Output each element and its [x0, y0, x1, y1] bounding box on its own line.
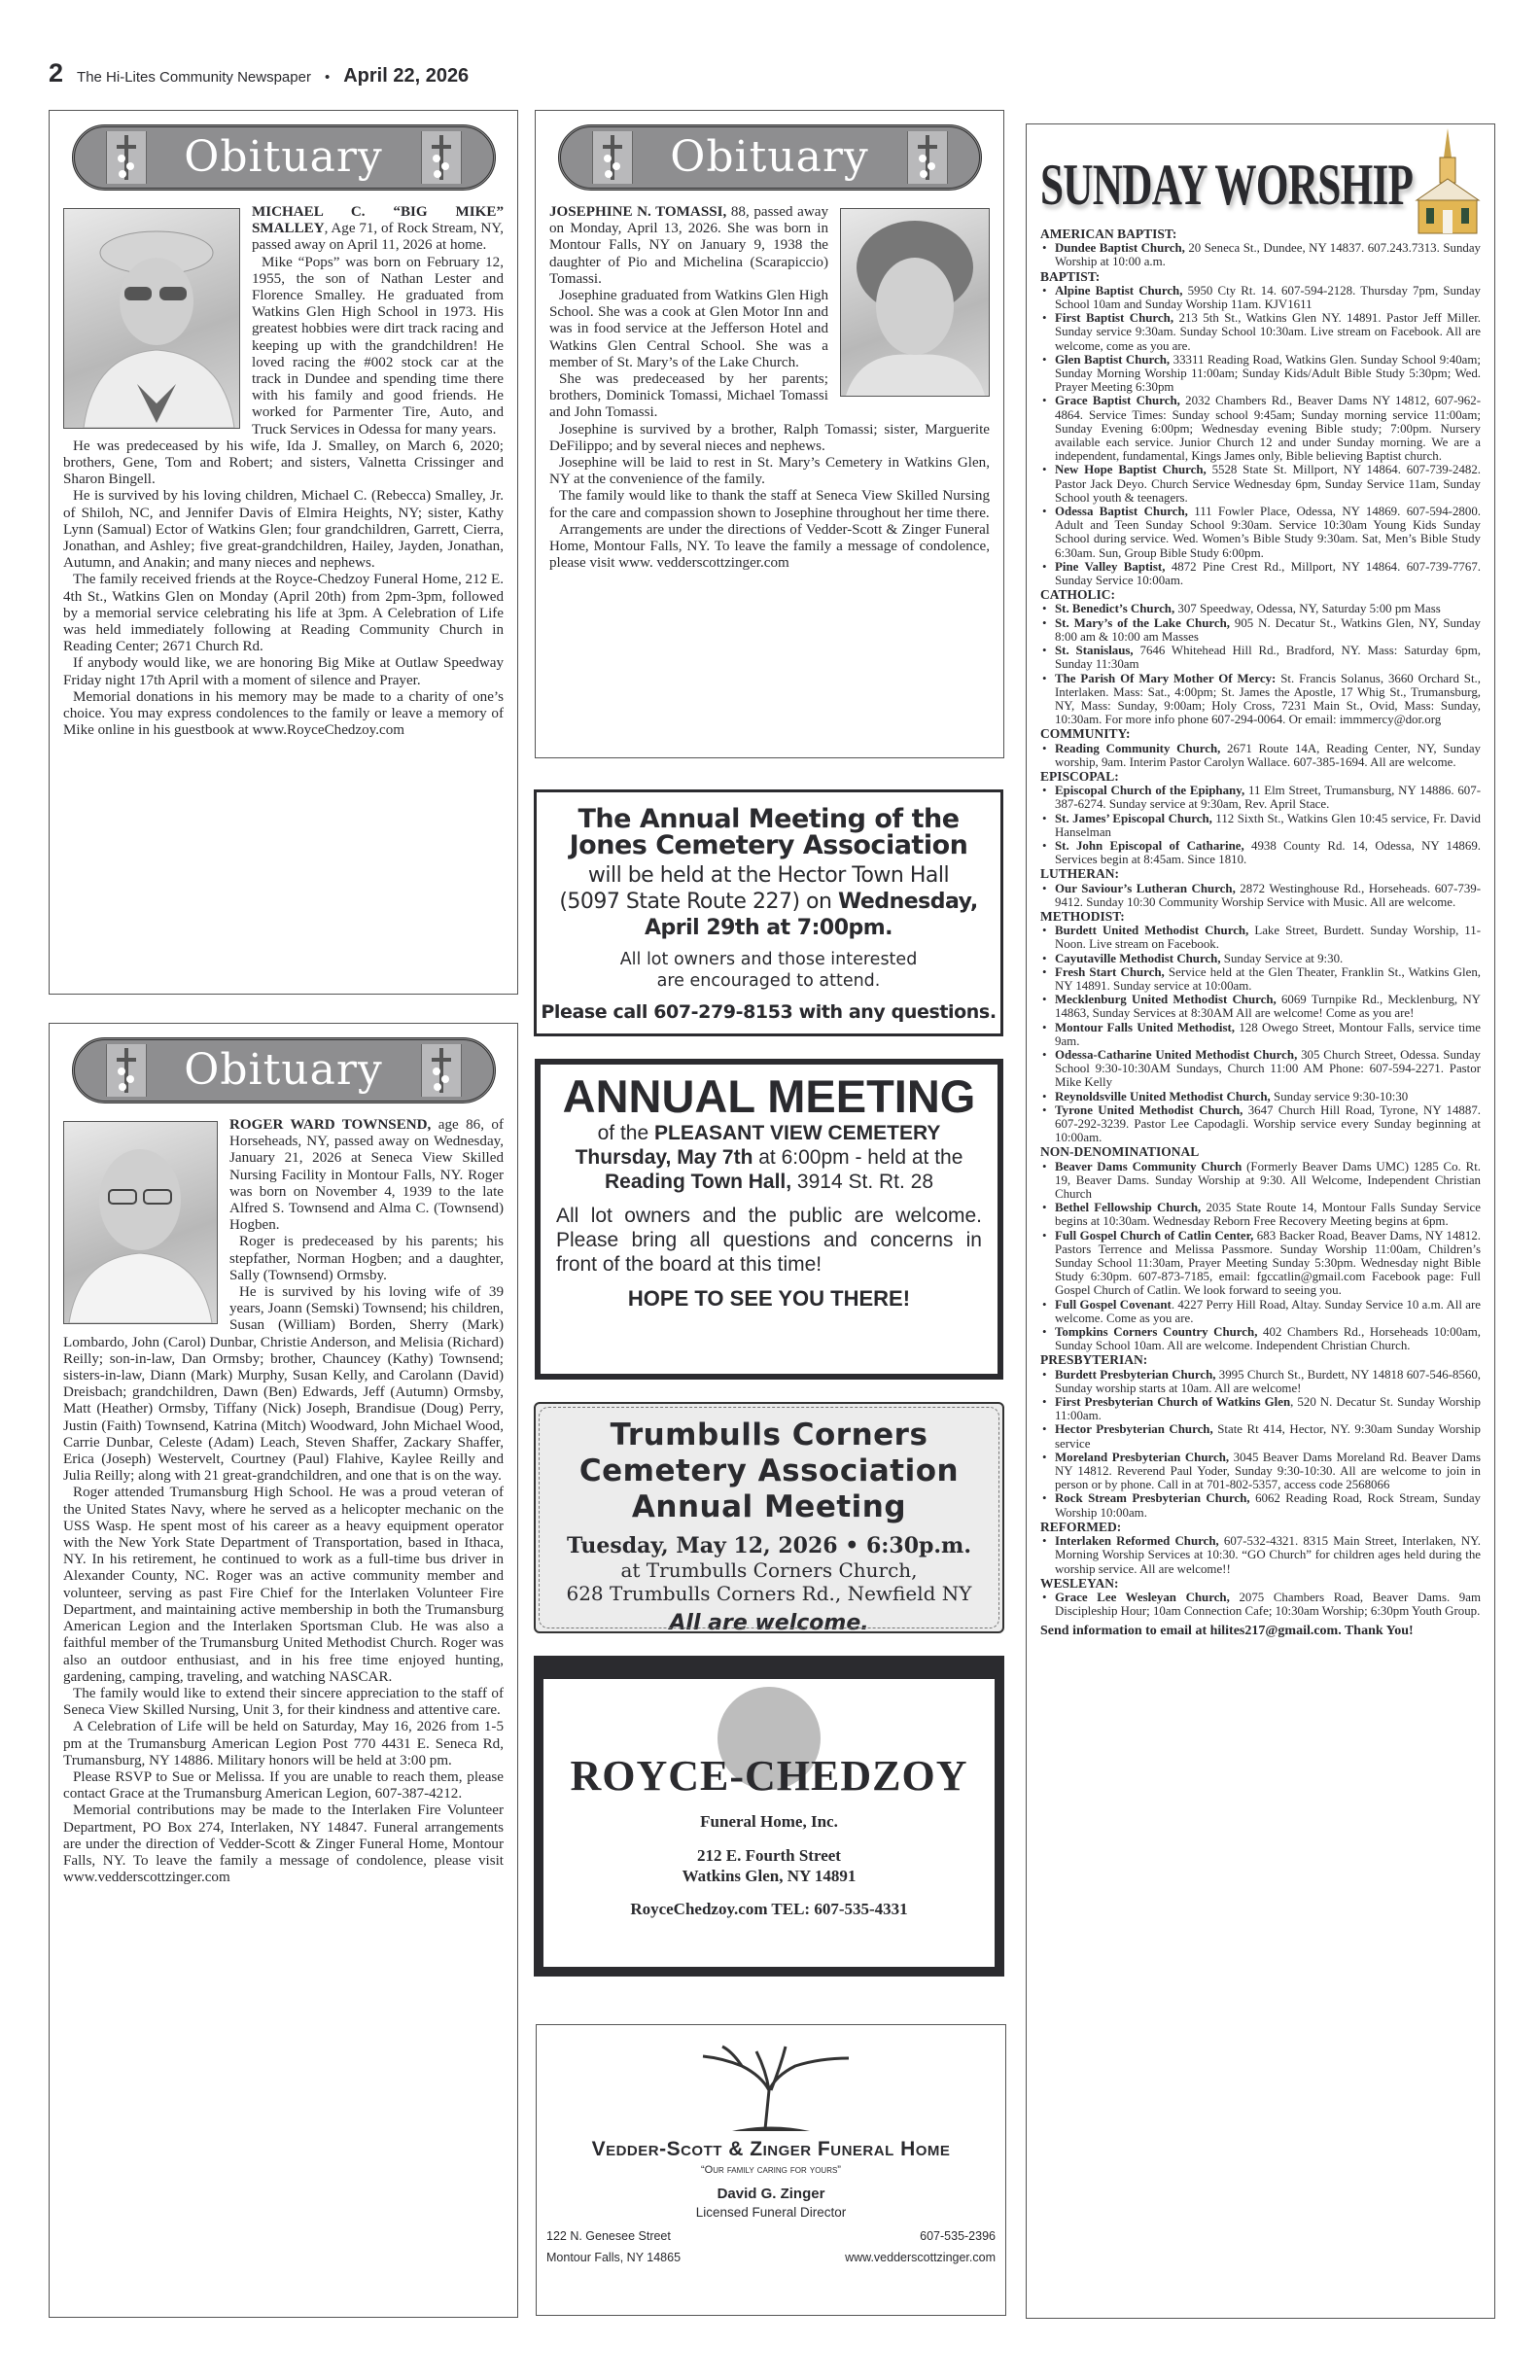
church-details: 305 Church Street, Odessa. Sunday School 9:30-10:30AM Sundays, Church 11:00 AM Phone: 607-594-2271. Pastor Mike Kelly: [1055, 1047, 1481, 1090]
obituary-paragraph: He is survived by his loving wife of 39 years, Joann (Semski) Townsend; his children, Susan (William) Borden, Sherry (Mark) Lombardo, John (Carol) Dunbar, Christie Anderson, and Melisia (Richard) Reilly; son-in-law, Dan Ormsby; brother, Chauncey (Kathy) Townsend; sisters-in-law, Diann (Mark) Murphy, Susan Kelly, and Carolann (David) Dreisbach; grandchildren, Dawn (Ben) Edwards, Jeff (Autumn) Ormsby, Matt (Heather) Ormsby, Tiffany (Nick) Joseph, Brandisue (Doug) Perry, Justin (Faith) Townsend, Katrina (Mitch) Woodward, John Michael Wood, Carrie Dunbar, Celeste (Adam) Leach, Steven Shaffer, Zackary Shaffer, Erica (Joseph) Westervelt, Courtney (Paul) Flahive, Kaylee Reilly and Julia Reilly; along with 21 great-grandchildren, and one that is on the way.: [63, 1284, 504, 1485]
church-name: Burdett United Methodist Church,: [1055, 924, 1249, 938]
church-listing: [1040, 463, 1481, 505]
obituary-paragraph: Roger attended Trumansburg High School. He was a proud veteran of the United States Navy, where he served as a helicopter mechanic on the USS Wasp. He spent most of his career as a heavy equipment operator with the New York State Department of Transportation, based in Ithaca, NY. In his retirement, he continued to work as a full-time bus driver in Alexander County, NC. Roger was an active community member and volunteer, serving as past Fire Chief for the Interlaken Volunteer Fire Department, and maintaining active membership in both the Trumansburg American Legion and the Interlaken Sportsman Club. He was also a faithful member of the Trumansburg United Methodist Church. Roger was also an outdoor enthusiast, and in his free time enjoyed hunting, gardening, camping, traveling, and watching NASCAR.: [63, 1485, 504, 1685]
church-name: Tompkins Corners Country Church,: [1055, 1325, 1258, 1340]
obituary-paragraph: Memorial donations in his memory may be made to a charity of one’s choice. You may express condolences to the family or leave a memory of Mike online in his guestbook at www.RoyceChedzoy.com: [63, 688, 504, 739]
worship-category: COMMUNITY:: [1040, 726, 1131, 742]
deceased-name: JOSEPHINE N. TOMASSI,: [549, 204, 727, 220]
church-name: Dundee Baptist Church,: [1055, 241, 1185, 256]
church-name: First Presbyterian Church of Watkins Glen: [1055, 1395, 1291, 1410]
church-listing: [1040, 1298, 1481, 1325]
obituary-paragraph: The family would like to thank the staff at Seneca View Skilled Nursing for the care and compassion shown to Josephine throughout her time there.: [549, 488, 990, 521]
obituary-paragraph: Roger is predeceased by his parents; his stepfather, Norman Hogben; and a daughter, Sally (Townsend) Ormsby.: [229, 1234, 504, 1283]
church-name: The Parish Of Mary Mother Of Mercy:: [1055, 671, 1277, 685]
church-listing: [1040, 1534, 1481, 1576]
obituary-lead: JOSEPHINE N. TOMASSI, 88, passed away on Monday, April 13, 2026. She was born in Montour Falls, NY on January 9, 1938 the daughter of Pio and Michelina (Scarapiccio) Tomassi.: [549, 204, 828, 287]
deceased-name: ROGER WARD TOWNSEND,: [229, 1117, 432, 1133]
church-listing: [1040, 1229, 1481, 1298]
church-listing: [1040, 1048, 1481, 1090]
church-details: Service held at the Glen Theater, Franklin St., Watkins Glen, NY 14891. Sunday service at 10:00am.: [1055, 964, 1481, 993]
worship-category: EPISCOPAL:: [1040, 768, 1119, 784]
church-listing: [1040, 1368, 1481, 1395]
church-name: Beaver Dams Community Church: [1055, 1159, 1242, 1173]
ad-vedder-scott-zinger: Vedder-Scott & Zinger Funeral Home “Our family caring for yours” David G. Zinger Licensed Funeral Director 122 N. Genesee Street Montour Falls, NY 14865 607-535-2396 www.vedderscottzinger.com: [536, 2024, 1006, 2316]
church-name: Reading Community Church,: [1055, 741, 1221, 755]
church-name: Bethel Fellowship Church,: [1055, 1201, 1202, 1215]
church-name: Pine Valley Baptist,: [1055, 559, 1166, 574]
obituary-paragraph: A Celebration of Life will be held on Saturday, May 16, 2026 from 1-5 pm at the Trumansburg American Legion Post 770 4431 E. Seneca Rd, Trumansburg, NY 14886. Military honors will be held at 3:00 pm.: [63, 1719, 504, 1768]
worship-category: REFORMED:: [1040, 1519, 1122, 1534]
church-details: State Rt 414, Hector, NY. 9:30am Sunday Worship service: [1055, 1422, 1481, 1451]
obituary-banner: [72, 1037, 496, 1103]
worship-category: PRESBYTERIAN:: [1040, 1352, 1148, 1368]
church-listing: [1040, 1160, 1481, 1202]
cross-lily-icon: [592, 131, 633, 184]
church-details: 2671 Route 14A, Reading Center, NY, Sunday worship, 9am. Interim Pastor Carolyn Wallace. 607-385-1694. All are welcome.: [1055, 741, 1481, 769]
church-listing: [1040, 1325, 1481, 1352]
church-listing: [1040, 1090, 1481, 1103]
church-details: 20 Seneca St., Dundee, NY 14837. 607.243.7313. Sunday Worship at 10:00 a.m.: [1055, 241, 1481, 269]
worship-category: METHODIST:: [1040, 908, 1125, 924]
church-name: Cayutaville Methodist Church,: [1055, 951, 1221, 965]
ad-contact-phone: Please call 607-279-8153 with any questions.: [541, 1001, 997, 1023]
church-details: 5950 Cty Rt. 14. 607-594-2128. Thursday 7pm, Sunday School 10am and Sunday Worship 11am. KJV1611: [1055, 283, 1481, 312]
obituary-title: Obituary: [670, 132, 869, 182]
church-details: 905 N. Decatur St., Watkins Glen, NY, Sunday 8:00 am & 10:00 am Masses: [1055, 615, 1481, 644]
ad-royce-chedzoy: ROYCE-CHEDZOY Funeral Home, Inc. 212 E. Fourth Street Watkins Glen, NY 14891 RoyceChedzoy.com TEL: 607-535-4331: [534, 1656, 1004, 1977]
obituary-paragraph: Mike “Pops” was born on February 12, 1955, the son of Nathan Lester and Florence Smalley. He graduated from Watkins Glen High School in 1973. His greatest hobbies were dirt track racing and keeping up with the grandchildren! He loved racing the #002 stock car at the track in Dundee and spending time there with his family and good friends. He worked for Parmenter Tire, Auto, and Truck Services in Odessa for many years.: [252, 254, 504, 438]
church-listing: [1040, 882, 1481, 909]
obituary-banner: [558, 124, 982, 191]
obituary-paragraph: Arrangements are under the directions of Vedder-Scott & Zinger Funeral Home, Montour Falls, NY. To leave the family a message of condolence, please visit www. vedderscottzinger.com: [549, 521, 990, 572]
church-details: 33311 Reading Road, Watkins Glen. Sunday School 9:40am; Sunday Morning Worship 11:00am; Sunday Kids/Adult Bible Study 5:30pm; Wed. Prayer Meeting 6:30pm: [1055, 352, 1482, 395]
church-details: 402 Chambers Rd., Horseheads 10:00am, Sunday School 10am. All are welcome. Independent Christian Church.: [1055, 1325, 1481, 1353]
issue-date: April 22, 2026: [343, 65, 470, 87]
business-name: ROYCE-CHEDZOY: [570, 1752, 968, 1800]
obituary-paragraph: Memorial contributions may be made to the Interlaken Fire Volunteer Department, PO Box 274, Interlaken, NY 14847. Funeral arrangements are under the direction of Vedder-Scott & Zinger Funeral Home, Montour Falls, NY. To leave the family a message of condolence, please visit www.vedderscottzinger.com: [63, 1802, 504, 1886]
obituary-photo-smalley: [63, 208, 240, 429]
church-details: 128 Owego Street, Montour Falls, service time 9am.: [1055, 1020, 1481, 1048]
church-details: 2035 State Route 14, Montour Falls Sunday Service begins at 10:30am. Wednesday Reborn Free Recovery Meeting begins at 6pm.: [1055, 1201, 1481, 1229]
church-name: Odessa-Catharine United Methodist Church,: [1055, 1047, 1298, 1062]
obituary-paragraph: Josephine is survived by a brother, Ralph Tomassi; sister, Marguerite DeFilippo; and by several nieces and nephews.: [549, 421, 990, 454]
church-details: 2075 Chambers Road, Beaver Dams. 9am Discipleship Hour; 10am Connection Cafe; 10:30am Worship; 6:30pm Youth Group.: [1055, 1590, 1481, 1619]
church-listing: [1040, 1103, 1481, 1145]
church-listing: [1040, 672, 1481, 727]
church-name: Episcopal Church of the Epiphany,: [1055, 784, 1245, 798]
church-details: 4938 County Rd. 14, Odessa, NY 14869. Services begin at 8:45am. Since 1810.: [1055, 838, 1481, 867]
church-name: Mecklenburg United Methodist Church,: [1055, 993, 1277, 1007]
obituary-paragraph: If anybody would like, we are honoring Big Mike at Outlaw Speedway Friday night 17th April with a moment of silence and Prayer.: [63, 655, 504, 688]
church-listing: [1040, 241, 1481, 268]
obituary-paragraph: She was predeceased by her parents; brothers, Dominick Tomassi, Michael Tomassi and John Tomassi.: [549, 371, 828, 421]
ad-headline: Trumbulls Corners: [610, 1418, 928, 1452]
church-details: , 520 N. Decatur St. Sunday Worship 11:00am.: [1055, 1395, 1481, 1423]
obituary-photo-townsend: [63, 1121, 218, 1324]
contact-info: RoyceChedzoy.com TEL: 607-535-4331: [630, 1900, 908, 1918]
worship-category: NON-DENOMINATIONAL: [1040, 1144, 1200, 1160]
church-listing: [1040, 505, 1481, 560]
church-name: Fresh Start Church,: [1055, 964, 1165, 979]
church-listing: [1040, 952, 1481, 965]
worship-listings: [1040, 228, 1481, 1618]
church-name: Tyrone United Methodist Church,: [1055, 1102, 1243, 1117]
church-listing: [1040, 560, 1481, 587]
obituary-townsend: [49, 1023, 518, 2318]
obituary-paragraph: He was predeceased by his wife, Ida J. Smalley, on March 6, 2020; brothers, Gene, Tom and Robert; and sisters, Valnetta Crissinger and Sharon Bingell.: [63, 438, 504, 488]
church-listing: [1040, 1395, 1481, 1422]
church-listing: [1040, 742, 1481, 769]
church-listing: [1040, 1591, 1481, 1618]
church-listing: [1040, 353, 1481, 395]
church-name: First Baptist Church,: [1055, 311, 1174, 326]
church-details: 111 Fowler Place, Odessa, NY 14869. 607-594-2800. Adult and Teen Sunday School 9:30am. Service 10:30am Young Kids Sunday School during service. Wed. Women’s Bible Study 9:30am. Sat, Men’s Bible Study 6:30am. Sun, Group Bible Study 6:00pm.: [1055, 505, 1481, 560]
church-name: St. John Episcopal of Catharine,: [1055, 838, 1244, 853]
obituary-title: Obituary: [184, 1045, 383, 1095]
newspaper-name: The Hi-Lites Community Newspaper: [77, 69, 311, 86]
church-details: 607-532-4321. 8315 Main Street, Interlaken, NY. Morning Worship Services at 10:30. “GO Church” for children ages held during the worship service. All are welcome!!: [1055, 1534, 1481, 1576]
church-steeple-icon: [1409, 128, 1487, 235]
church-listing: [1040, 784, 1481, 811]
church-details: 213 5th St., Watkins Glen NY. 14891. Pastor Jeff Miller. Sunday service 9:30am. Sunday School 10:30am. Live stream on Facebook. All are welcome, come as you are.: [1055, 311, 1482, 353]
obituary-lead: ROGER WARD TOWNSEND, age 86, of Horseheads, NY, passed away on Wednesday, January 21, 2026 at Seneca View Skilled Nursing Facility in Montour Falls, NY. Roger was born on November 4, 1939 to the late Alfred S. Townsend and Alma C. (Townsend) Hogben.: [229, 1117, 504, 1234]
worship-category: WESLEYAN:: [1040, 1575, 1119, 1591]
cross-lily-icon: [421, 1044, 462, 1097]
church-name: Alpine Baptist Church,: [1055, 283, 1183, 298]
church-name: Full Gospel Covenant: [1055, 1297, 1172, 1312]
ad-jones-cemetery: The Annual Meeting of the Jones Cemetery Association will be held at the Hector Town Hall (5097 State Route 227) on Wednesday, April 29th at 7:00pm. All lot owners and those interested are encouraged to attend. Please call 607-279-8153 with any questions.: [534, 789, 1003, 1036]
church-details: 6069 Turnpike Rd., Mecklenburg, NY 14863, Sunday Services at 8:30AM All are welcome! Come as you are!: [1055, 993, 1481, 1021]
church-listing: [1040, 602, 1481, 615]
obituary-tomassi: [535, 110, 1004, 758]
sunday-worship-directory: [1026, 123, 1495, 2319]
cross-lily-icon: [421, 131, 462, 184]
worship-category: AMERICAN BAPTIST:: [1040, 227, 1177, 241]
church-name: Full Gospel Church of Catlin Center,: [1055, 1228, 1254, 1242]
obituary-paragraph: Please RSVP to Sue or Melissa. If you are unable to reach them, please contact Grace at the Trumansburg American Legion, 607-387-4212.: [63, 1768, 504, 1802]
church-name: Odessa Baptist Church,: [1055, 505, 1188, 519]
ad-headline: The Annual Meeting of the: [578, 804, 960, 834]
ad-headline: ANNUAL MEETING: [562, 1070, 976, 1122]
church-details: Sunday Service at 9:30.: [1220, 951, 1344, 965]
church-name: Grace Baptist Church,: [1055, 394, 1180, 408]
separator-bullet: •: [324, 69, 331, 86]
church-listing: [1040, 284, 1481, 311]
church-details: Lake Street, Burdett. Sunday Worship, 11-Noon. Live stream on Facebook.: [1055, 924, 1481, 952]
obituary-smalley: [49, 110, 518, 995]
ad-trumbulls-corners: Trumbulls Corners Cemetery Association Annual Meeting Tuesday, May 12, 2026 • 6:30p.m. at Trumbulls Corners Church, 628 Trumbulls Corners Rd., Newfield NY All are welcome.: [534, 1402, 1004, 1633]
church-listing: [1040, 644, 1481, 671]
church-details: 2872 Westinghouse Rd., Horseheads. 607-739-9412. Sunday 10:30 Community Worship Service with Music. All are welcome.: [1055, 881, 1481, 909]
obituary-lead: MICHAEL C. “BIG MIKE” SMALLEY, Age 71, of Rock Stream, NY, passed away on April 11, 2026 at home.: [252, 204, 504, 254]
church-details: Sunday service 9:30-10:30: [1270, 1089, 1409, 1103]
church-details: (Formerly Beaver Dams UMC) 1285 Co. Rt. 19, Beaver Dams. Sunday Worship at 9:30. All Welcome, Independent Christian Church: [1055, 1159, 1482, 1202]
church-listing: [1040, 965, 1481, 993]
church-listing: [1040, 1491, 1481, 1519]
church-name: Grace Lee Wesleyan Church,: [1055, 1590, 1230, 1604]
church-name: Glen Baptist Church,: [1055, 352, 1171, 367]
church-listing: [1040, 1021, 1481, 1048]
church-listing: [1040, 924, 1481, 951]
church-name: Montour Falls United Methodist,: [1055, 1020, 1235, 1034]
obituary-paragraph: Josephine will be laid to rest in St. Mary’s Cemetery in Watkins Glen, NY at the convenience of the family.: [549, 455, 990, 488]
church-listing: [1040, 616, 1481, 644]
church-name: New Hope Baptist Church,: [1055, 463, 1207, 477]
church-details: 6062 Reading Road, Rock Stream, Sunday Worship 10:00am.: [1055, 1491, 1481, 1520]
deceased-name: MICHAEL C. “BIG MIKE” SMALLEY: [252, 204, 504, 237]
church-details: 307 Speedway, Odessa, NY, Saturday 5:00 pm Mass: [1174, 602, 1441, 616]
masthead: [49, 58, 469, 88]
church-name: Burdett Presbyterian Church,: [1055, 1367, 1216, 1382]
obituary-paragraph: He is survived by his loving children, Michael C. (Rebecca) Smalley, Jr. of Shiloh, NC, and Jennifer Davis of Elmira Heights, NY; sister, Kathy Lynn (Samual) Ector of Watkins Glen; four grandchildren, Garrett, Cierra, Jonathan, and Ashley; five great-grandchildren, Hailey, Jayden, Jonathan, Autumn, and Anakin; and many nieces and nephews.: [63, 488, 504, 572]
church-name: Moreland Presbyterian Church,: [1055, 1450, 1230, 1464]
church-details: St. Francis Solanus, 3660 Orchard St., Interlaken. Mass: Sat., 4:00pm; St. James the Apostle, 17 Whig St., Trumansburg, NY, Mass: Sunday, 9:00am; Holy Cross, 7231 Main St., Ovid, Mass: Sunday, 10:30am. For more info phone 607-294-0064. Or email: immmercy@dor.org: [1055, 671, 1481, 727]
cross-lily-icon: [907, 131, 948, 184]
church-details: 7646 Whitehead Hill Rd., Bradford, NY. Mass: Saturday 6pm, Sunday 11:30am: [1055, 644, 1481, 672]
church-name: Reynoldsville United Methodist Church,: [1055, 1089, 1271, 1103]
church-details: 3045 Beaver Dams Moreland Rd. Beaver Dams NY 14812. Reverend Paul Yoder, Sunday 9:30-10:30. All are welcome to join in person or by phone. Call in at 701-802-5357, access code 2568066: [1055, 1450, 1481, 1492]
church-details: 3995 Church St., Burdett, NY 14818 607-546-8560, Sunday worship starts at 10am. All are welcome!: [1055, 1367, 1482, 1395]
church-name: Rock Stream Presbyterian Church,: [1055, 1491, 1250, 1506]
church-details: 5528 State St. Millport, NY 14864. 607-739-2482. Pastor Jack Deyo. Church Service Wednesday 6pm, Sunday Service 11am, Sunday School youth & teenagers.: [1055, 463, 1482, 505]
obituary-paragraph: The family received friends at the Royce-Chedzoy Funeral Home, 212 E. 4th St., Watkins Glen on Monday (April 20th) from 2pm-3pm, followed by a memorial service celebrating his life at 3pm. A Celebration of Life was held immediately following at Reading Community Church in Reading Center; 2671 Church Rd.: [63, 572, 504, 655]
church-listing: [1040, 1451, 1481, 1492]
section-title: SUNDAY WORSHIP: [1040, 153, 1414, 217]
church-details: 2032 Chambers Rd., Beaver Dams NY 14812, 607-962-4864. Service Times: Sunday school 9:45am; Sunday morning service 11:00am; Sunday Evening 6:00pm; Wednesday evening Bible study; 7:00pm. Nursery available each service. Junior Church 12 and under Sunday morning. We are a independent, fundamental, Kings James only, Bible believing Baptist church.: [1055, 394, 1481, 464]
church-name: St. Stanislaus,: [1055, 644, 1134, 658]
worship-category: BAPTIST:: [1040, 268, 1101, 284]
church-details: 683 Backer Road, Beaver Dams, NY 14812. Pastors Terrence and Melissa Passmore. Sunday Worship 11:00am, Children’s Sunday School 11:30am, Prayer Meeting Sunday 5:30pm. Wednesday night Bible Study 6:30pm. 607-873-7185, email: fgccatlin@gmail.com Facebook page: Full Gospel Church of Catlin. We look forward to seeing you.: [1055, 1228, 1481, 1298]
church-listing: [1040, 311, 1481, 353]
worship-category: CATHOLIC:: [1040, 587, 1116, 603]
church-listing: [1040, 839, 1481, 866]
church-details: . 4227 Perry Hill Road, Altay. Sunday Service 10 a.m. All are welcome. Come as you are.: [1055, 1297, 1481, 1325]
cross-lily-icon: [106, 131, 147, 184]
tree-logo-icon: [664, 2037, 878, 2134]
ad-headline: Jones Cemetery Association: [569, 830, 968, 860]
church-listing: [1040, 1422, 1481, 1450]
obituary-paragraph: Josephine graduated from Watkins Glen High School. She was a cook at Glen Motor Inn and was in food service at the Jefferson Hotel and Watkins Glen Central School. She was a member of St. Mary’s of the Lake Church.: [549, 288, 828, 370]
church-listing: [1040, 394, 1481, 463]
church-name: Our Saviour’s Lutheran Church,: [1055, 881, 1236, 895]
business-name: Vedder-Scott & Zinger Funeral Home: [591, 2138, 951, 2160]
church-name: St. James’ Episcopal Church,: [1055, 811, 1212, 825]
church-details: 112 Sixth St., Watkins Glen 10:45 service, Fr. David Hanselman: [1055, 811, 1481, 839]
church-name: St. Mary’s of the Lake Church,: [1055, 615, 1230, 630]
church-name: Interlaken Reformed Church,: [1055, 1534, 1219, 1549]
ad-pleasant-view-cemetery: ANNUAL MEETING of the PLEASANT VIEW CEMETERY Thursday, May 7th at 6:00pm - held at the Reading Town Hall, 3914 St. Rt. 28 All lot owners and the public are welcome. Please bring all questions and concerns in front of the board at this time! HOPE TO SEE YOU THERE!: [535, 1059, 1003, 1380]
obituary-photo-tomassi: [840, 208, 990, 397]
church-name: St. Benedict’s Church,: [1055, 602, 1175, 616]
cross-lily-icon: [106, 1044, 147, 1097]
church-listing: [1040, 993, 1481, 1020]
church-details: 4872 Pine Crest Rd., Millport, NY 14864. 607-739-7767. Sunday Service 10:00am.: [1055, 559, 1481, 588]
church-details: 11 Elm Street, Trumansburg, NY 14886. 607-387-6274. Sunday service at 9:30am, Rev. April Stace.: [1055, 784, 1481, 812]
page-number: 2: [49, 58, 64, 88]
church-listing: [1040, 812, 1481, 839]
obituary-paragraph: The family would like to extend their sincere appreciation to the staff of Seneca View Skilled Nursing, Unit 3, for their kindness and attentive care.: [63, 1685, 504, 1719]
worship-category: LUTHERAN:: [1040, 866, 1120, 882]
church-details: 3647 Church Hill Road, Tyrone, NY 14887. 607-292-3239. Pastor Lee Capodagli. Worship service every Sunday beginning at 10:00am.: [1055, 1102, 1481, 1145]
church-listing: [1040, 1201, 1481, 1228]
obituary-title: Obituary: [184, 132, 383, 182]
submission-note: Send information to email at hilites217@gmail.com. Thank You!: [1040, 1624, 1414, 1639]
obituary-banner: [72, 124, 496, 191]
church-name: Hector Presbyterian Church,: [1055, 1422, 1213, 1437]
